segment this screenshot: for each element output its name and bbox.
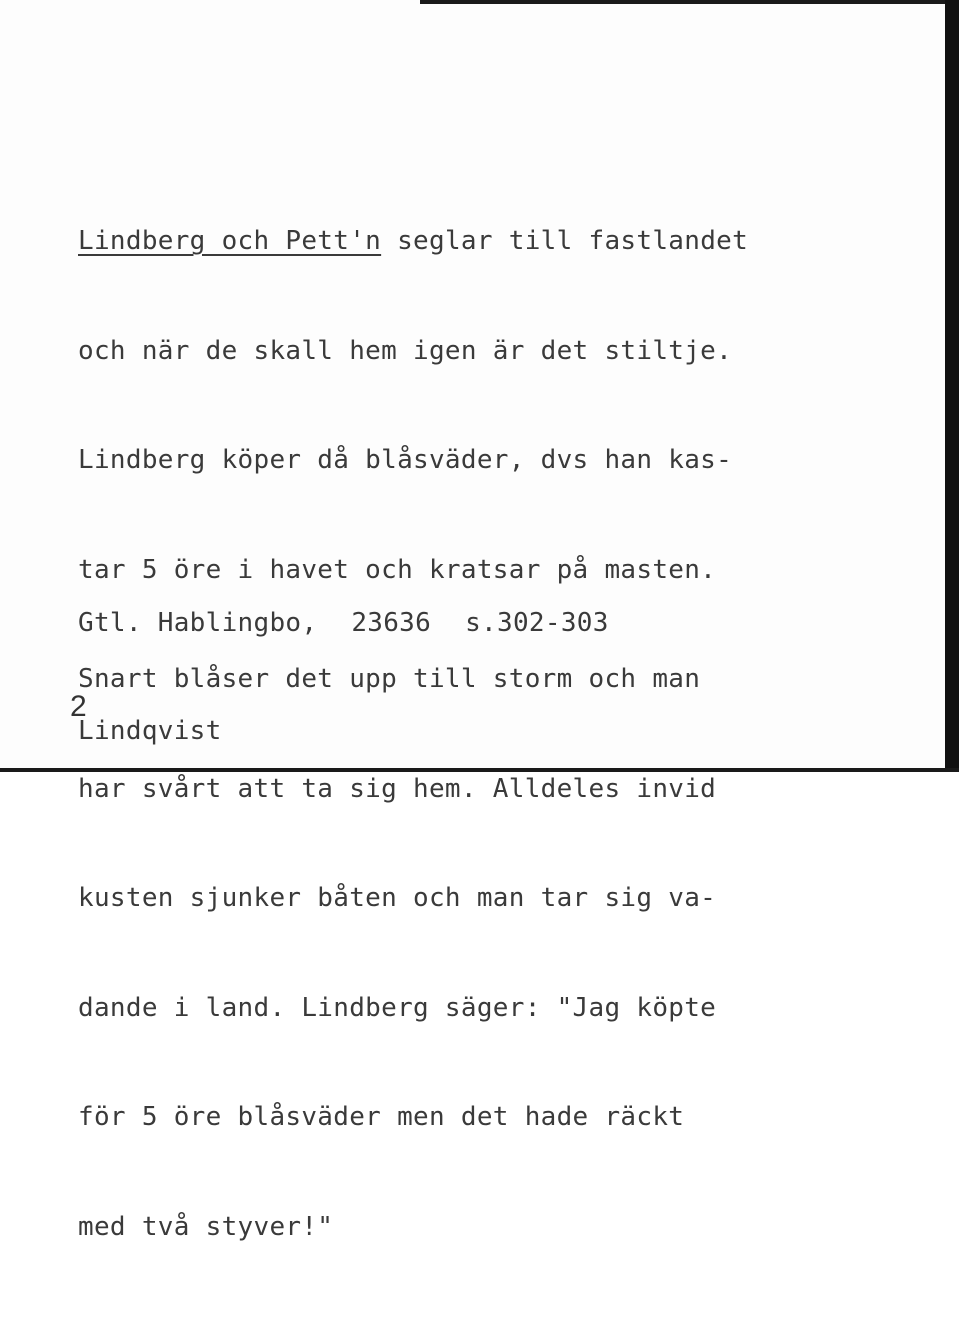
story-line: kusten sjunker båten och man tar sig va-: [78, 883, 717, 913]
source-number: 23636: [351, 608, 432, 638]
story-title: Lindberg och Pett'n: [78, 226, 382, 256]
scan-edge-top: [420, 0, 959, 4]
source-pages: s.302-303: [465, 608, 609, 638]
story-line: tar 5 öre i havet och kratsar på masten.: [78, 554, 717, 585]
story-line-1-rest: seglar till fastlandet: [381, 226, 749, 256]
story-line: har svårt att ta sig hem. Alldeles invid: [78, 773, 717, 804]
source-collector: Lindqvist: [78, 716, 222, 746]
scan-edge-right: [945, 0, 959, 772]
page-number: 2: [70, 690, 87, 723]
story-line: för 5 öre blåsväder men det hade räckt: [78, 1102, 685, 1132]
story-line-1: [78, 223, 748, 260]
story-line: Lindberg köper då blåsväder, dvs han kas-: [78, 445, 733, 475]
source-line-1: [78, 605, 609, 641]
story-line: med två styver!": [78, 1211, 334, 1242]
source-reference: [78, 533, 609, 821]
story-line: Snart blåser det upp till storm och man: [78, 664, 701, 694]
story-line: dande i land. Lindberg säger: "Jag köpte: [78, 992, 717, 1023]
story-line: och när de skall hem igen är det stiltje.: [78, 335, 733, 366]
source-collection: Gtl. Hablingbo,: [78, 608, 318, 638]
